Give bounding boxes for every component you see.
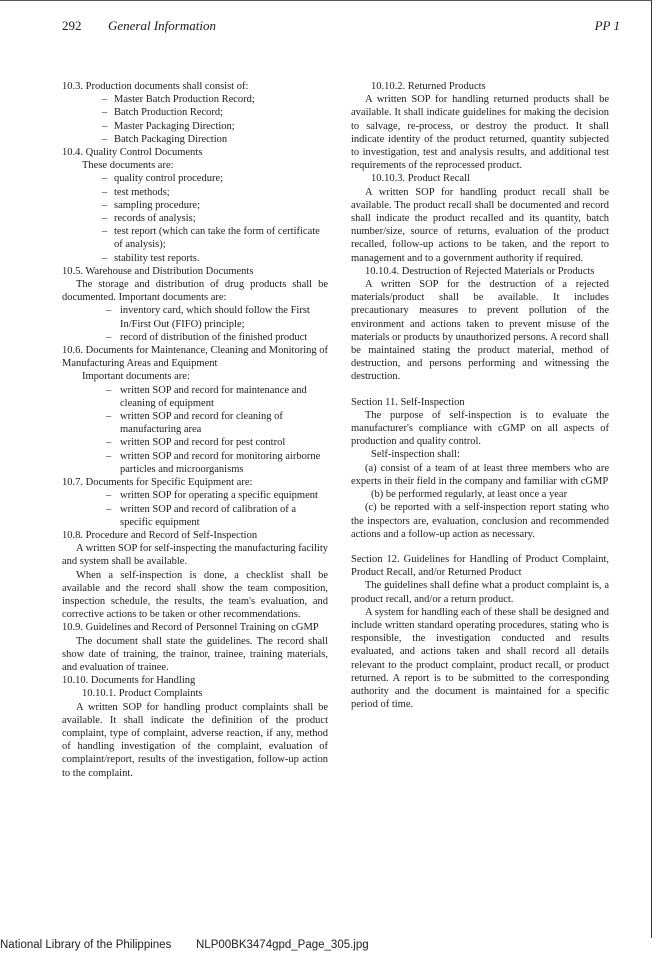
self-inspection-item-a: (a) consist of a team of at least three members who are experts in their field in the company and familiar with cGMP [351, 462, 609, 487]
guidelines-system: A system for handling each of these shall be designed and include written standard operating procedures, stating who is responsible, the investigation conducted and results evaluated, and actions taken and shall record all details relevant to the product complaint, product recall, or product returned. A report is to be submitted to the corresponding authority and the document is maintained for a specific period of time. [351, 606, 609, 711]
running-header [62, 18, 620, 38]
returned-products-text: A written SOP for handling returned products shall be available. It shall indicate guidelines for making the decision to salvage, re-process, or destroy the product. It shall indicate identity of the product returned, quantity subjected to investigation, test and analysis results, and additional test requirements of the reprocessed product. [351, 94, 609, 172]
self-inspection-item-c: (c) be reported with a self-inspection report stating who the inspectors are, evaluation, conclusion and recommended actions and a follow-up action as necessary. [351, 502, 609, 540]
guidelines-definition: The guidelines shall define what a product complaint is, a product recall, and/or a return product. [351, 580, 609, 605]
list-item: – written SOP for operating a specific equipment [62, 489, 328, 502]
product-recall-text: A written SOP for handling product recall shall be available. The product recall shall be documented and record shall indicate the product recalled and its quantity, batch number/size, source of returns, evaluation of the product recalled, follow-up actions to be taken, and the report to management and to a government authority if required. [351, 186, 609, 264]
right-column [351, 80, 609, 711]
heading-10-7: 10.7. Documents for Specific Equipment are: [62, 477, 253, 489]
heading-10-10-3: 10.10.3. Product Recall [371, 173, 470, 185]
heading-section-12: Section 12. Guidelines for Handling of Product Complaint, Product Recall, and/or Returned Product [351, 553, 609, 579]
list-item: – written SOP and record of calibration of a specific equipment [62, 503, 328, 529]
list-item: – written SOP and record for monitoring airborne particles and microorganisms [62, 450, 328, 476]
spacer [351, 541, 609, 553]
section-title: General Information [108, 18, 216, 33]
destruction-text: A written SOP for the destruction of a rejected materials/product shall be available. It includes precautionary measures to prevent pollution of the environment and actions taken to prevent misuse of the materials or products by unauthorized persons. A record shall be maintained stating the product material, method of destruction, and persons performing and witnessing the destruction. [351, 279, 609, 383]
maintenance-intro: Important documents are: [82, 371, 190, 383]
heading-10-8: 10.8. Procedure and Record of Self-Inspection [62, 529, 258, 541]
page-number: 292 [62, 18, 82, 33]
list-item: – test report (which can take the form of certificate of analysis); [62, 225, 328, 251]
self-inspection-record-text: When a self-inspection is done, a checklist shall be available and the record shall show the team composition, inspection schedule, the results, the team's evaluation, and corrective actions to be taken or other recommendations. [62, 569, 328, 621]
heading-10-10-4: 10.10.4. Destruction of Rejected Materials or Products [365, 265, 595, 277]
heading-10-9: 10.9. Guidelines and Record of Personnel Training on cGMP [62, 622, 319, 634]
file-name: NLP00BK3474gpd_Page_305.jpg [196, 939, 369, 951]
qc-intro: These documents are: [82, 160, 174, 172]
list-item: – Batch Packaging Direction [62, 133, 328, 146]
heading-10-6: 10.6. Documents for Maintenance, Cleaning and Monitoring of Manufacturing Areas and Equipment [62, 345, 328, 370]
qc-documents-list [62, 172, 328, 264]
training-text: The document shall state the guidelines. The record shall show date of training, the trainor, trainee, training materials, and evaluation of trainee. [62, 635, 328, 673]
list-item: – written SOP and record for maintenance and cleaning of equipment [62, 384, 328, 410]
heading-section-11: Section 11. Self-Inspection [351, 396, 465, 408]
list-item: – sampling procedure; [62, 199, 328, 212]
heading-10-10-2: 10.10.2. Returned Products [371, 81, 486, 92]
list-item: – inventory card, which should follow the First In/First Out (FIFO) principle; [62, 304, 328, 330]
self-inspection-purpose: The purpose of self-inspection is to evaluate the manufacturer's compliance with cGMP on all aspects of production and quality control. [351, 409, 609, 448]
list-item: – Master Batch Production Record; [62, 93, 328, 106]
warehouse-text: The storage and distribution of drug products shall be documented. Important documents are: [62, 279, 328, 304]
heading-10-10: 10.10. Documents for Handling [62, 675, 196, 687]
equipment-documents-list [62, 489, 328, 529]
self-inspection-sop-text: A written SOP for self-inspecting the manufacturing facility and system shall be available. [62, 543, 328, 568]
self-inspection-item-b: (b) be performed regularly, at least once a year [371, 489, 568, 501]
maintenance-documents-list [62, 384, 328, 476]
left-column [62, 80, 328, 780]
section-code: PP 1 [594, 18, 620, 33]
list-item: – record of distribution of the finished product [62, 331, 328, 344]
heading-10-3: 10.3. Production documents shall consist of: [62, 81, 249, 92]
list-item: – stability test reports. [62, 252, 328, 265]
heading-10-10-1: 10.10.1. Product Complaints [82, 688, 203, 700]
production-documents-list [62, 93, 328, 146]
heading-10-4: 10.4. Quality Control Documents [62, 147, 203, 159]
list-item: – test methods; [62, 186, 328, 199]
list-item: – Batch Production Record; [62, 106, 328, 119]
heading-10-5: 10.5. Warehouse and Distribution Documents [62, 265, 254, 277]
list-item: – records of analysis; [62, 212, 328, 225]
list-item: – written SOP and record for cleaning of manufacturing area [62, 410, 328, 436]
library-label: National Library of the Philippines [0, 939, 172, 951]
list-item: – quality control procedure; [62, 172, 328, 185]
list-item: – written SOP and record for pest control [62, 436, 328, 449]
warehouse-documents-list [62, 304, 328, 344]
list-item: – Master Packaging Direction; [62, 120, 328, 133]
spacer [351, 384, 609, 396]
self-inspection-intro: Self-inspection shall: [371, 449, 460, 461]
complaints-text: A written SOP for handling product complaints shall be available. It shall indicate the definition of the product complaint, type of complaint, adverse reaction, if any, method of handling investigation of the complaint, evaluation of complaint/report, results of the investigation, follow-up action to the complaint. [62, 701, 328, 779]
